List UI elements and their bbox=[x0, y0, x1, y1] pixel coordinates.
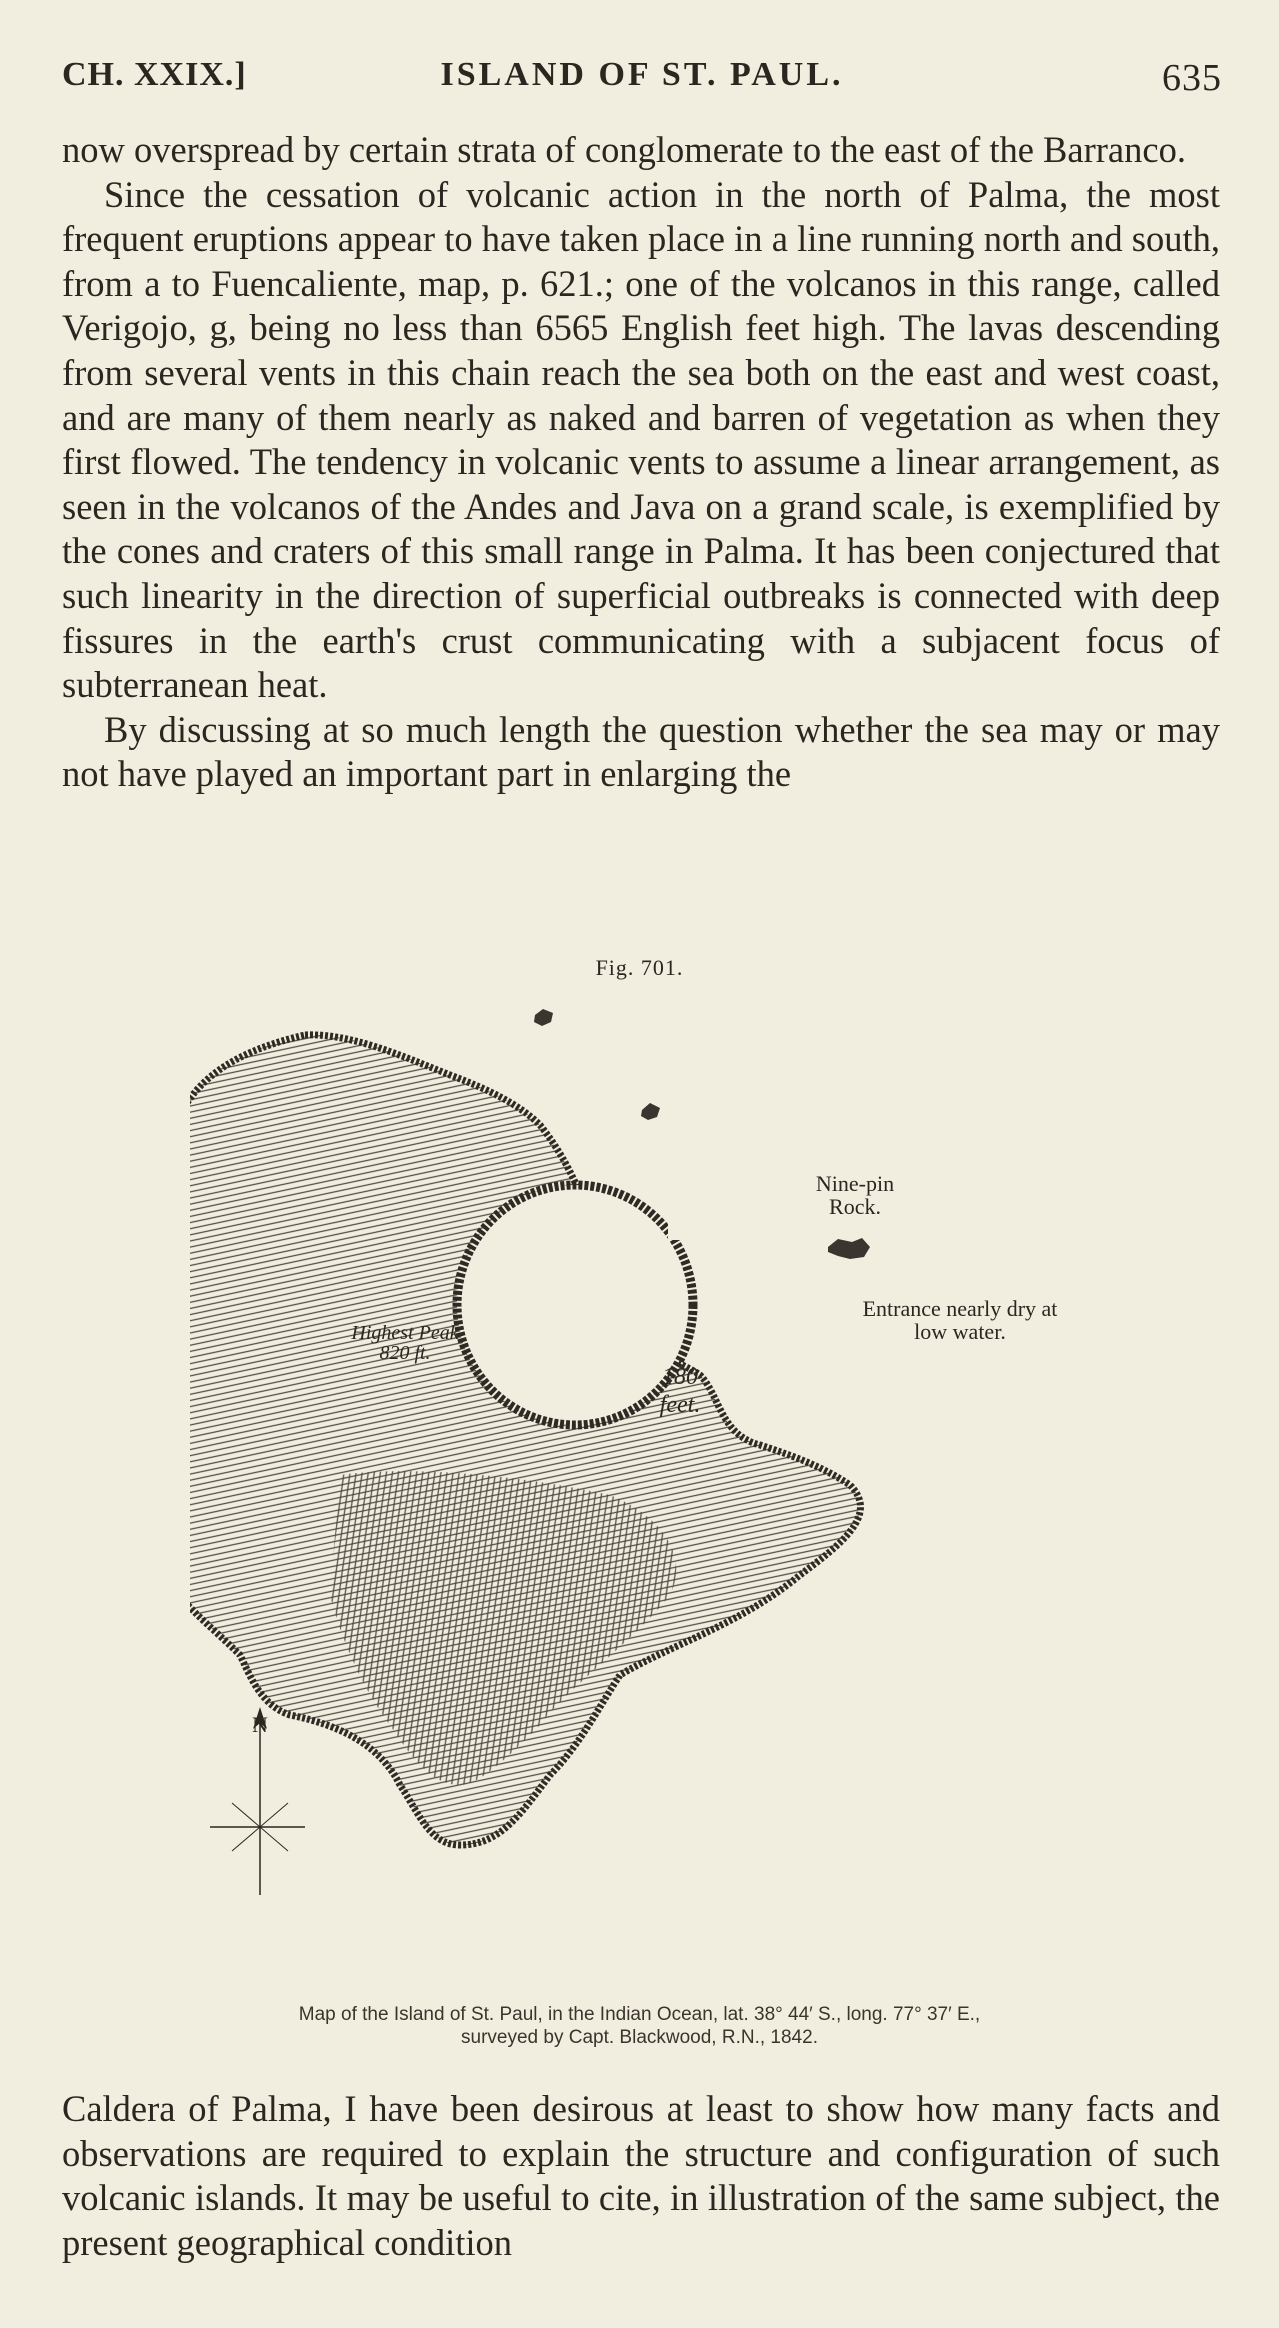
body-text-top bbox=[62, 128, 1220, 797]
label-line: Entrance nearly dry at bbox=[862, 1296, 1058, 1321]
offshore-rock bbox=[534, 1009, 553, 1026]
caption-line: surveyed by Capt. Blackwood, R.N., 1842. bbox=[461, 2027, 818, 2048]
label-line: Nine-pin bbox=[815, 1171, 895, 1196]
body-text-bottom bbox=[62, 2087, 1220, 2265]
caption-line: Map of the Island of St. Paul, in the Indian Ocean, lat. 38° 44′ S., long. 77° 37′ E., bbox=[298, 2004, 981, 2025]
label-line: low water. bbox=[914, 1319, 1006, 1344]
page-number: 635 bbox=[1162, 57, 1222, 99]
label-line: 820 ft. bbox=[379, 1342, 431, 1364]
crater-entrance bbox=[668, 1200, 708, 1240]
label-line: feet. bbox=[659, 1392, 701, 1418]
nine-pin-rock bbox=[828, 1238, 870, 1259]
highest-peak-label bbox=[330, 1323, 480, 1363]
paragraph: now overspread by certain strata of conglomerate to the east of the Barranco. bbox=[62, 129, 1186, 170]
nine-pin-rock-label bbox=[790, 1172, 920, 1218]
paragraph: Since the cessation of volcanic action in the north of Palma, the most frequent eruptions appear to have taken place in a line running north and south, from a to Fuencaliente, map, p. 621.; one of the volcanos in this range, called Verigojo, g, being no less than 6565 English feet high. The lavas descending from several vents in this chain reach the sea both on the east and west coast, and are many of them nearly as naked and barren of vegetation as when they first flowed. The tendency in volcanic vents to assume a linear arrangement, as seen in the volcanos of the Andes and Java on a grand scale, is exemplified by the cones and craters of this small range in Palma. It has been conjectured that such linearity in the direction of superficial outbreaks is connected with deep fissures in the earth's crust communicating with a subjacent focus of subterranean heat. bbox=[62, 173, 1220, 706]
paragraph: Caldera of Palma, I have been desirous at least to show how many facts and observations are required to explain the structure and configuration of such volcanic islands. It may be useful to cite, in illustration of the same subject, the present geographical condition bbox=[62, 2088, 1220, 2263]
running-head bbox=[62, 56, 1222, 100]
chapter-label: CH. XXIX.] bbox=[62, 56, 247, 93]
island-map bbox=[190, 995, 1130, 1975]
offshore-rock bbox=[641, 1103, 660, 1120]
label-line: Rock. bbox=[829, 1194, 881, 1219]
crater-depth-label bbox=[630, 1363, 730, 1419]
page-title: ISLAND OF ST. PAUL. bbox=[440, 56, 844, 93]
map-figure bbox=[190, 995, 1130, 1975]
label-line: 180 bbox=[662, 1364, 698, 1390]
figure-label: Fig. 701. bbox=[595, 955, 684, 980]
figure-caption bbox=[0, 2003, 1279, 2049]
label-line: Highest Peak bbox=[351, 1322, 459, 1344]
paragraph: By discussing at so much length the question whether the sea may or may not have played an important part in enlarging the bbox=[62, 708, 1220, 795]
north-label: N bbox=[252, 1712, 268, 1737]
entrance-label bbox=[810, 1297, 1110, 1343]
